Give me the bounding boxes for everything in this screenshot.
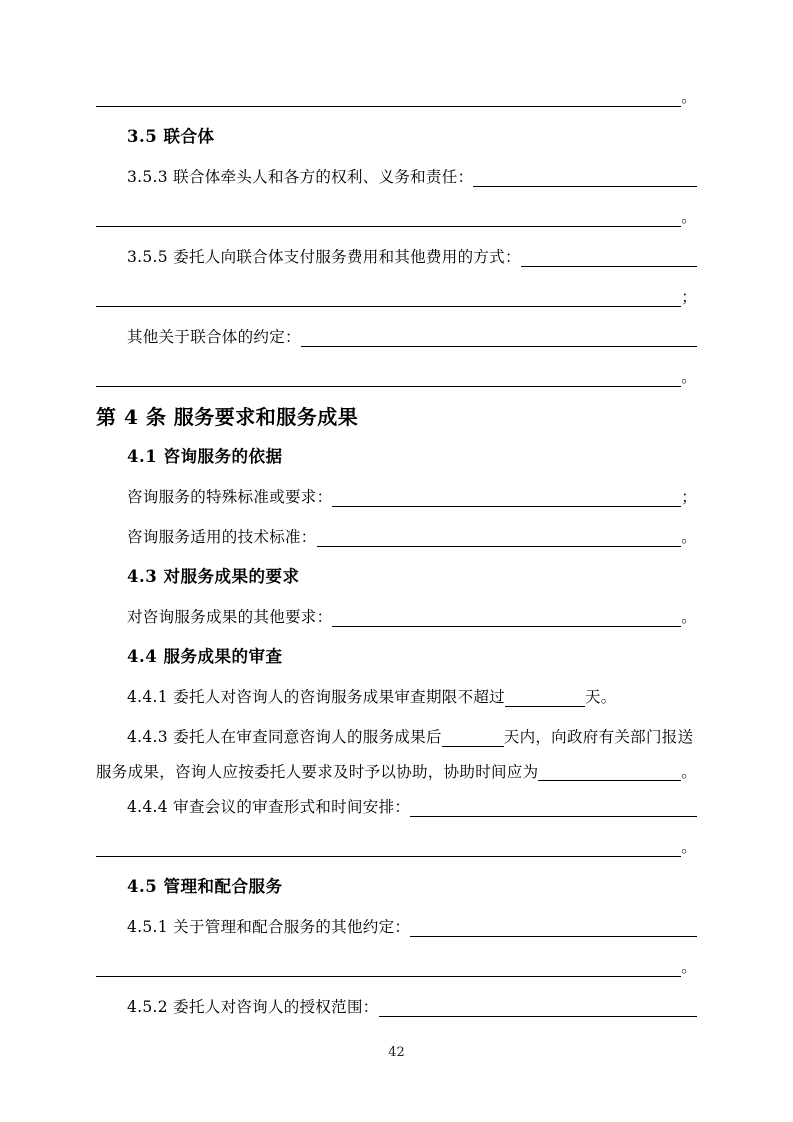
subsection-heading-3-5 bbox=[96, 117, 697, 157]
subsection-heading-text: 3.5 联合体 bbox=[127, 127, 215, 146]
clause-special-standards bbox=[96, 477, 697, 517]
clause-text-after-blank: 天。 bbox=[584, 688, 617, 706]
clause-text: 4.5.2 委托人对咨询人的授权范围： bbox=[127, 998, 379, 1016]
clause-text: 咨询服务的特殊标准或要求： bbox=[127, 488, 333, 506]
clause-4-4-1 bbox=[96, 677, 697, 717]
subsection-heading-4-4 bbox=[96, 637, 697, 677]
fill-blank bbox=[442, 746, 504, 747]
line-end-punct: ； bbox=[681, 488, 697, 506]
clause-3-5-5 bbox=[96, 237, 697, 277]
clause-4-4-3-line2 bbox=[96, 757, 697, 787]
clause-text: 对咨询服务成果的其他要求： bbox=[127, 608, 333, 626]
clause-text: 3.5.3 联合体牵头人和各方的权利、义务和责任： bbox=[127, 168, 474, 186]
line-end-punct: 。 bbox=[681, 88, 697, 106]
subsection-heading-4-5 bbox=[96, 867, 697, 907]
clause-text: 其他关于联合体的约定： bbox=[127, 328, 301, 346]
fill-blank bbox=[505, 706, 585, 707]
clause-4-5-2 bbox=[96, 987, 697, 1027]
line-end-punct: 。 bbox=[681, 958, 697, 976]
fill-blank bbox=[410, 936, 697, 937]
fill-blank bbox=[96, 386, 681, 387]
clause-other-jv-terms bbox=[96, 317, 697, 357]
article-heading-text: 第 4 条 服务要求和服务成果 bbox=[96, 405, 359, 429]
fill-blank bbox=[332, 506, 681, 507]
subsection-heading-text: 4.4 服务成果的审查 bbox=[127, 647, 283, 666]
fill-blank bbox=[332, 626, 681, 627]
line-end-punct: 。 bbox=[681, 838, 697, 856]
line-end-punct: 。 bbox=[681, 208, 697, 226]
clause-3-5-3 bbox=[96, 157, 697, 197]
line-end-punct: ； bbox=[681, 288, 697, 306]
clause-text: 4.5.1 关于管理和配合服务的其他约定： bbox=[127, 918, 411, 936]
subsection-heading-text: 4.5 管理和配合服务 bbox=[127, 877, 283, 896]
line-end-punct: 。 bbox=[681, 763, 697, 781]
fill-blank bbox=[410, 816, 697, 817]
subsection-heading-text: 4.1 咨询服务的依据 bbox=[127, 447, 283, 466]
blank-fill-line bbox=[96, 357, 697, 397]
clause-text-after-blank: 天内，向政府有关部门报送 bbox=[503, 728, 694, 746]
blank-fill-line bbox=[96, 947, 697, 987]
clause-4-4-3-line1 bbox=[96, 717, 697, 757]
clause-text: 4.4.3 委托人在审查同意咨询人的服务成果后 bbox=[127, 728, 442, 746]
fill-blank bbox=[538, 780, 681, 781]
fill-blank bbox=[521, 266, 697, 267]
fill-blank bbox=[96, 226, 681, 227]
blank-fill-line bbox=[96, 827, 697, 867]
clause-text: 服务成果，咨询人应按委托人要求及时予以协助，协助时间应为 bbox=[96, 763, 539, 781]
article-4-heading bbox=[96, 397, 697, 437]
page-number: 42 bbox=[388, 1045, 405, 1060]
blank-fill-line bbox=[96, 277, 697, 317]
blank-fill-line bbox=[96, 77, 697, 117]
subsection-heading-4-3 bbox=[96, 557, 697, 597]
fill-blank bbox=[379, 1016, 697, 1017]
fill-blank bbox=[96, 856, 681, 857]
subsection-heading-4-1 bbox=[96, 437, 697, 477]
clause-technical-standards bbox=[96, 517, 697, 557]
clause-text: 3.5.5 委托人向联合体支付服务费用和其他费用的方式： bbox=[127, 248, 521, 266]
clause-other-result-requirements bbox=[96, 597, 697, 637]
fill-blank bbox=[96, 976, 681, 977]
fill-blank bbox=[473, 186, 697, 187]
line-end-punct: 。 bbox=[681, 368, 697, 386]
blank-fill-line bbox=[96, 197, 697, 237]
fill-blank bbox=[317, 546, 682, 547]
clause-4-5-1 bbox=[96, 907, 697, 947]
clause-text: 4.4.4 审查会议的审查形式和时间安排： bbox=[127, 798, 411, 816]
line-end-punct: 。 bbox=[681, 528, 697, 546]
subsection-heading-text: 4.3 对服务成果的要求 bbox=[127, 567, 300, 586]
clause-text: 4.4.1 委托人对咨询人的咨询服务成果审查期限不超过 bbox=[127, 688, 505, 706]
fill-blank bbox=[96, 106, 681, 107]
line-end-punct: 。 bbox=[681, 608, 697, 626]
clause-text: 咨询服务适用的技术标准： bbox=[127, 528, 317, 546]
fill-blank bbox=[96, 306, 681, 307]
clause-4-4-4 bbox=[96, 787, 697, 827]
fill-blank bbox=[301, 346, 697, 347]
